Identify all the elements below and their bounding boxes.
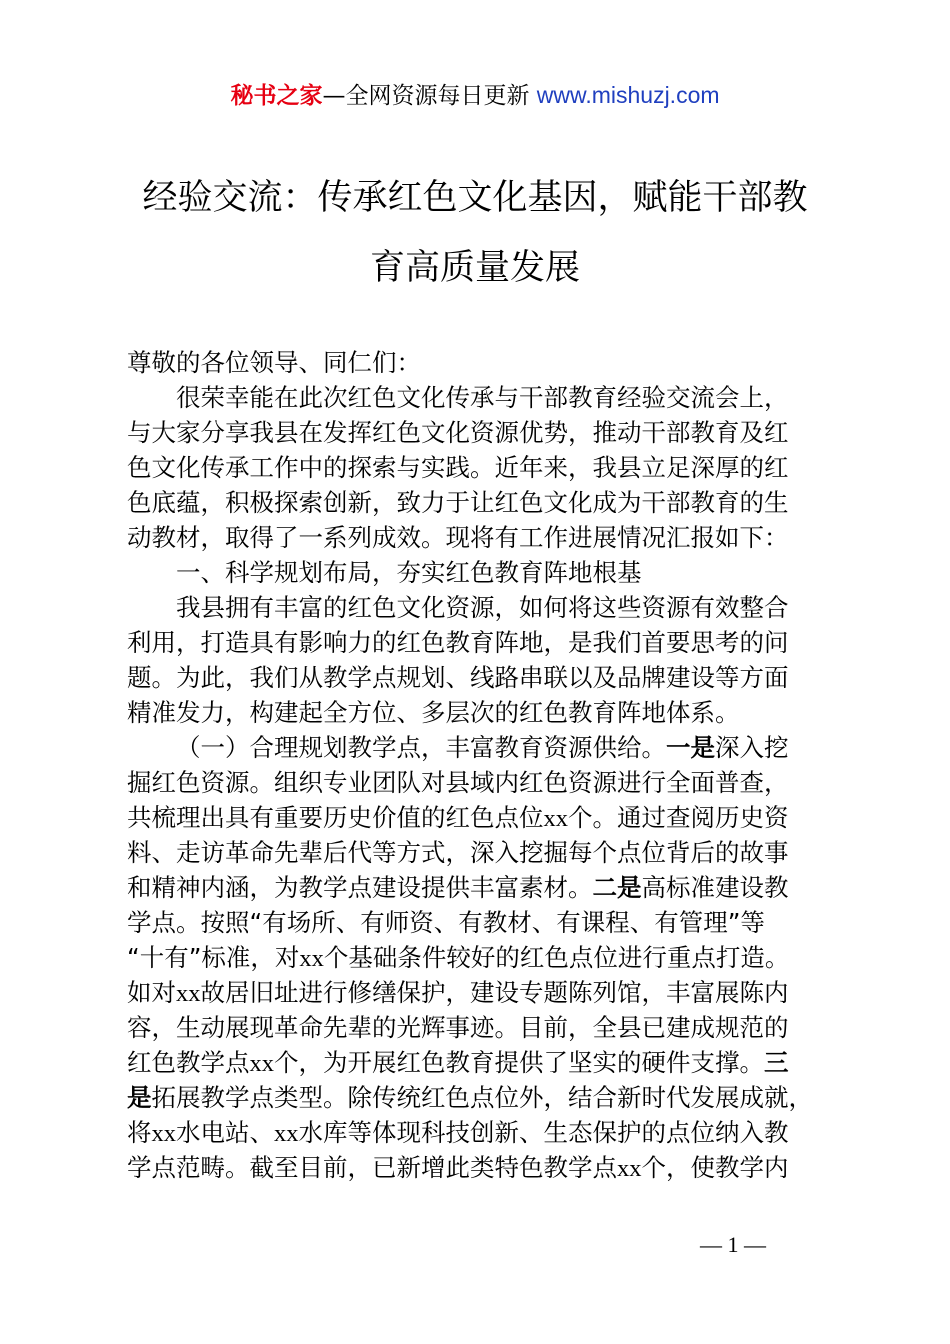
placeholder-xx: xx xyxy=(617,1155,642,1182)
body-line: 精准发力，构建起全方位、多层次的红色教育阵地体系。 xyxy=(127,698,740,727)
body-line xyxy=(127,730,852,765)
header-tagline: —全网资源每日更新 xyxy=(322,83,530,109)
body-text: 高标准建设教 xyxy=(641,873,789,902)
bold-marker: 三 xyxy=(764,1048,789,1077)
site-header xyxy=(0,78,950,113)
body-line: 容，生动展现革命先辈的光辉事迹。目前，全县已建成规范的 xyxy=(127,1013,789,1042)
bold-marker: 二是 xyxy=(592,873,642,902)
placeholder-xx: xx xyxy=(176,980,201,1007)
body-line: 掘红色资源。组织专业团队对县域内红色资源进行全面普查， xyxy=(127,768,789,797)
body-text: 个基础条件较好的红色点位进行重点打造。 xyxy=(323,943,790,972)
body-text: 拓展教学点类型。除传统红色点位外，结合新时代发展成就， xyxy=(151,1083,813,1112)
body-text: 个，为开展红色教育提供了坚实的硬件支撑。 xyxy=(274,1048,764,1077)
body-text: 如对 xyxy=(127,978,176,1007)
bold-marker: 一是 xyxy=(666,733,715,762)
placeholder-xx: xx xyxy=(249,1050,274,1077)
subsection-heading: （一）合理规划教学点，丰富教育资源供给。 xyxy=(176,733,666,762)
body-text: 故居旧址进行修缮保护，建设专题陈列馆，丰富展陈内 xyxy=(200,978,789,1007)
document-title xyxy=(0,163,950,303)
body-line xyxy=(127,1045,852,1080)
salutation: 尊敬的各位领导、同仁们： xyxy=(127,348,421,377)
body-text: 水电站、 xyxy=(176,1118,274,1147)
body-text: 个。通过查阅历史资 xyxy=(568,803,789,832)
body-line xyxy=(127,975,852,1010)
body-line xyxy=(127,1080,852,1115)
body-text: “十有”标准，对 xyxy=(127,943,300,972)
body-line: 色底蕴，积极探索创新，致力于让红色文化成为干部教育的生 xyxy=(127,488,789,517)
body-line xyxy=(127,1115,852,1150)
body-text: 学点范畴。截至目前，已新增此类特色教学点 xyxy=(127,1153,617,1182)
body-line: 料、走访革命先辈后代等方式，深入挖掘每个点位背后的故事 xyxy=(127,838,789,867)
title-line-1: 经验交流：传承红色文化基因，赋能干部教 xyxy=(142,178,808,218)
body-line: 很荣幸能在此次红色文化传承与干部教育经验交流会上， xyxy=(176,383,789,412)
body-text: 深入挖 xyxy=(715,733,789,762)
body-line: 动教材，取得了一系列成效。现将有工作进展情况汇报如下： xyxy=(127,523,789,552)
page-number: — 1 — xyxy=(700,1232,766,1257)
body-line: 利用，打造具有影响力的红色教育阵地，是我们首要思考的问 xyxy=(127,628,789,657)
body-text: 将 xyxy=(127,1118,152,1147)
body-text: 和精神内涵，为教学点建设提供丰富素材。 xyxy=(127,873,593,902)
body-line: 我县拥有丰富的红色文化资源，如何将这些资源有效整合 xyxy=(176,593,789,622)
body-line: 题。为此，我们从教学点规划、线路串联以及品牌建设等方面 xyxy=(127,663,789,692)
body-line xyxy=(127,870,852,905)
body-text: 水库等体现科技创新、生态保护的点位纳入教 xyxy=(298,1118,789,1147)
placeholder-xx: xx xyxy=(151,1120,176,1147)
body-text: 个，使教学内 xyxy=(641,1153,789,1182)
body-line: 色文化传承工作中的探索与实践。近年来，我县立足深厚的红 xyxy=(127,453,789,482)
site-url-link[interactable]: www.mishuzj.com xyxy=(536,82,720,108)
body-line xyxy=(127,940,852,975)
body-line: 与大家分享我县在发挥红色文化资源优势，推动干部教育及红 xyxy=(127,418,789,447)
section-heading: 一、科学规划布局，夯实红色教育阵地根基 xyxy=(176,558,642,587)
brand-name: 秘书之家 xyxy=(230,83,323,109)
document-body xyxy=(127,345,852,1185)
body-text: 共梳理出具有重要历史价值的红色点位 xyxy=(127,803,544,832)
body-line: 学点。按照“有场所、有师资、有教材、有课程、有管理”等 xyxy=(127,908,765,937)
body-line xyxy=(127,1150,852,1185)
placeholder-xx: xx xyxy=(299,945,324,972)
placeholder-xx: xx xyxy=(543,805,568,832)
placeholder-xx: xx xyxy=(274,1120,299,1147)
title-line-2: 育高质量发展 xyxy=(369,248,580,288)
body-line xyxy=(127,800,852,835)
body-text: 红色教学点 xyxy=(127,1048,250,1077)
bold-marker: 是 xyxy=(127,1083,152,1112)
